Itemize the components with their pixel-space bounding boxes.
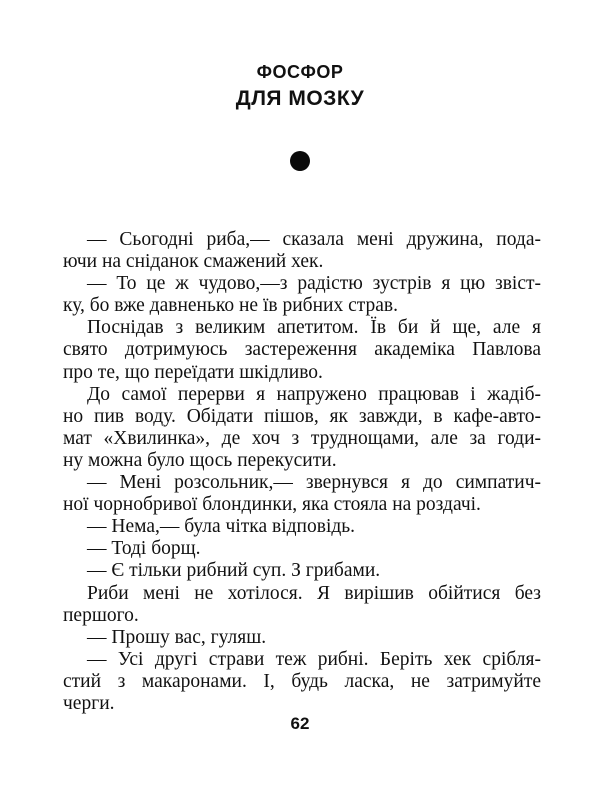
- text-line: ку, бо вже давненько не їв рибних страв.: [63, 295, 398, 317]
- text-line: — Прошу вас, гуляш.: [87, 626, 267, 648]
- text-line: До самої перерви я напружено працював і жадіб-: [87, 383, 541, 405]
- text-line: стий з макаронами. І, будь ласка, не затримуйте: [63, 670, 541, 692]
- text-line: свято дотримуюсь застереження академіка Павлова: [63, 339, 541, 361]
- page-number: 62: [290, 714, 310, 733]
- text-line: Риби мені не хотілося. Я вирішив обійтися без: [87, 582, 541, 604]
- text-line: ної чорнобривої блондинки, яка стояла на роздачі.: [63, 494, 481, 516]
- text-line: — Усі другі страви теж рибні. Беріть хек срібля-: [87, 648, 541, 670]
- text-line: ну можна було щось перекусити.: [63, 449, 337, 471]
- text-line: — Є тільки рибний суп. З грибами.: [87, 560, 381, 582]
- chapter-title-line-1: ФОСФОР: [256, 62, 344, 82]
- text-line: про те, що переїдати шкідливо.: [63, 361, 323, 383]
- text-line: — Тоді борщ.: [87, 538, 201, 560]
- story-body: [63, 229, 541, 715]
- filled-circle-bullet-icon: [290, 151, 310, 171]
- text-line: ючи на сніданок смажений хек.: [63, 251, 324, 273]
- text-line: — Сьогодні риба,— сказала мені дружина, пода-: [87, 229, 541, 250]
- text-line: черги.: [63, 692, 115, 714]
- text-line: мат «Хвилинка», де хоч з труднощами, але за годи-: [63, 427, 541, 449]
- chapter-title-line-2: ДЛЯ МОЗКУ: [235, 87, 365, 110]
- text-line: Поснідав з великим апетитом. Їв би й ще, але я: [87, 317, 541, 339]
- text-line: — Нема,— була чітка відповідь.: [87, 516, 356, 538]
- text-line: — То це ж чудово,—з радістю зустрів я цю звіст-: [87, 273, 541, 295]
- text-line: но пив воду. Обідати пішов, як завжди, в кафе-авто-: [63, 405, 541, 427]
- text-line: — Мені розсольник,— звернувся я до симпатич-: [87, 472, 541, 494]
- text-line: першого.: [63, 604, 139, 626]
